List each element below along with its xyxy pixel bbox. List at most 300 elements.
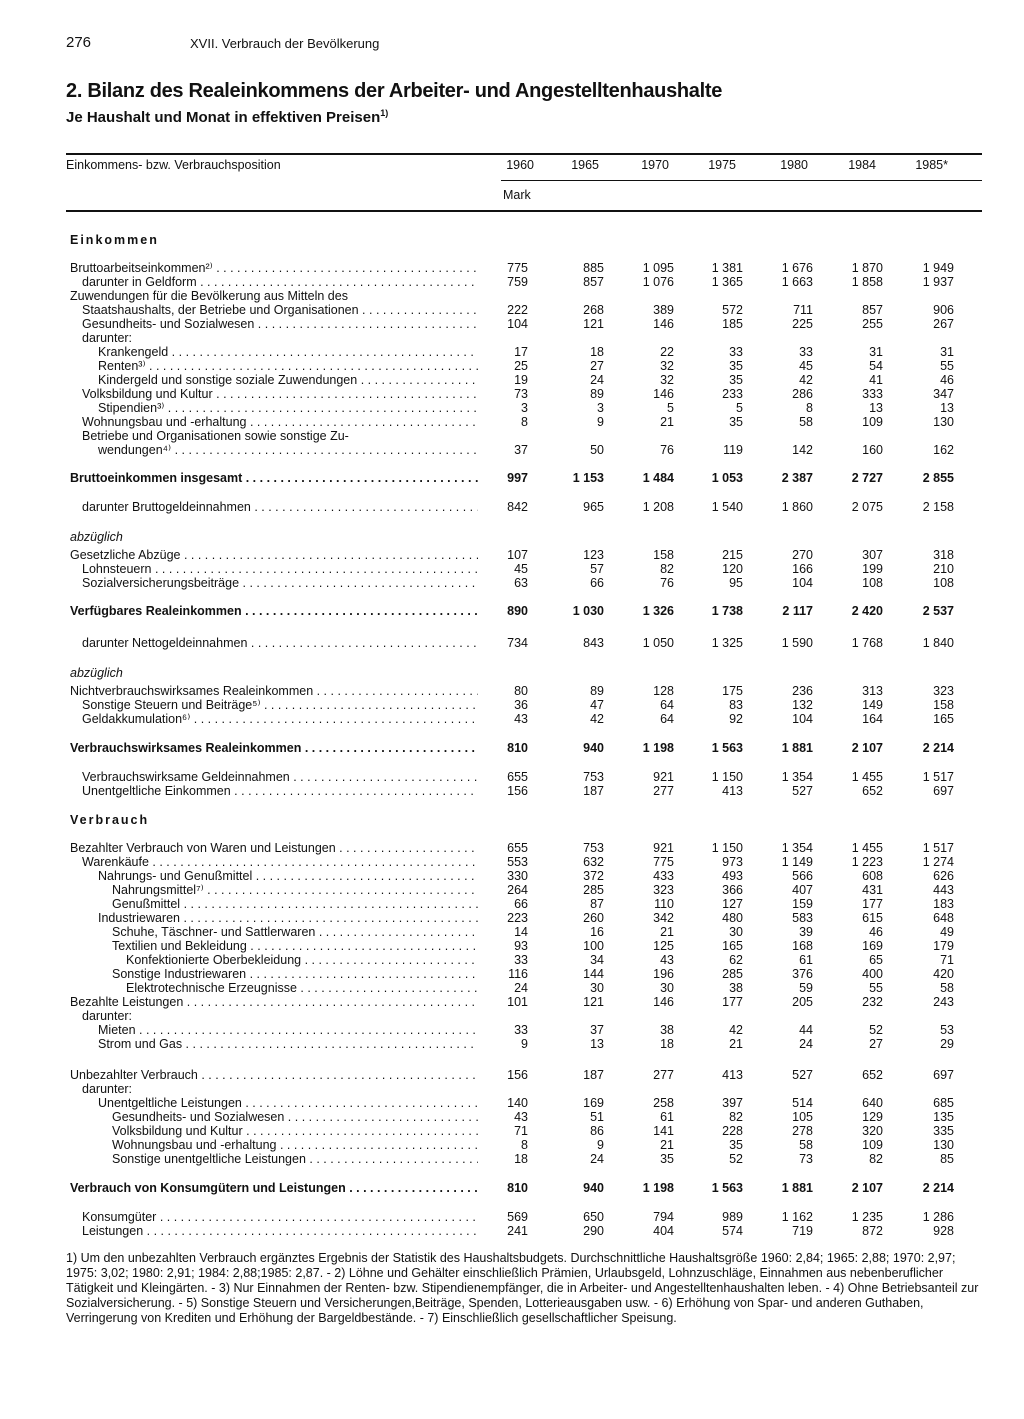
row-label: Volksbildung und Kultur . . . <box>112 1124 478 1138</box>
row-value: 51 <box>590 1110 604 1124</box>
table-row <box>0 841 1024 855</box>
row-value: 2 727 <box>851 471 883 485</box>
row-value: 1 076 <box>642 275 674 289</box>
row-label: Volksbildung und Kultur . . . <box>82 387 478 401</box>
row-value: 1 053 <box>711 471 743 485</box>
row-value: 626 <box>933 869 954 883</box>
row-value: 53 <box>940 1023 954 1037</box>
row-value: 1 162 <box>781 1210 813 1224</box>
row-value: 18 <box>590 345 604 359</box>
row-value: 16 <box>590 925 604 939</box>
row-value: 569 <box>507 1210 528 1224</box>
row-value: 335 <box>933 1124 954 1138</box>
row-value: 1 949 <box>922 261 954 275</box>
row-value: 318 <box>933 548 954 562</box>
row-value: 156 <box>507 1068 528 1082</box>
page-number: 276 <box>66 34 92 51</box>
row-label: Leistungen . . . <box>82 1224 478 1238</box>
row-value: 13 <box>590 1037 604 1051</box>
row-value: 857 <box>862 303 883 317</box>
row-value: 655 <box>507 841 528 855</box>
row-label: abzüglich <box>70 530 123 544</box>
row-value: 17 <box>514 345 528 359</box>
row-value: 632 <box>583 855 604 869</box>
row-value: 162 <box>933 443 954 457</box>
table-row <box>0 939 1024 953</box>
row-value: 85 <box>940 1152 954 1166</box>
row-value: 64 <box>660 712 674 726</box>
subtitle-text: Je Haushalt und Monat in effektiven Preisen <box>66 109 381 126</box>
row-value: 13 <box>940 401 954 415</box>
row-label: Textilien und Bekleidung . . . <box>112 939 478 953</box>
row-value: 38 <box>660 1023 674 1037</box>
table-row <box>0 1082 1024 1096</box>
row-value: 1 663 <box>781 275 813 289</box>
row-value: 110 <box>654 897 674 911</box>
row-value: 1 484 <box>642 471 674 485</box>
row-value: 38 <box>729 981 743 995</box>
row-value: 36 <box>514 698 528 712</box>
column-header-year: 1975 <box>708 158 736 172</box>
row-value: 775 <box>653 855 674 869</box>
row-value: 21 <box>660 1138 674 1152</box>
row-value: 24 <box>799 1037 813 1051</box>
row-value: 1 768 <box>851 636 883 650</box>
row-value: 59 <box>799 981 813 995</box>
row-value: 2 387 <box>781 471 813 485</box>
row-value: 243 <box>933 995 954 1009</box>
row-label: Verbrauchswirksame Geldeinnahmen . . . <box>82 770 478 784</box>
table-row <box>0 576 1024 590</box>
row-value: 35 <box>660 1152 674 1166</box>
row-value: 1 198 <box>642 741 674 755</box>
row-value: 652 <box>862 784 883 798</box>
row-value: 285 <box>722 967 743 981</box>
row-value: 35 <box>729 415 743 429</box>
row-label: abzüglich <box>70 666 123 680</box>
row-value: 1 050 <box>642 636 674 650</box>
row-value: 277 <box>653 1068 674 1082</box>
row-value: 196 <box>653 967 674 981</box>
row-value: 21 <box>660 925 674 939</box>
row-value: 3 <box>521 401 528 415</box>
row-label: Konsumgüter . . . <box>82 1210 478 1224</box>
row-value: 87 <box>590 897 604 911</box>
row-value: 63 <box>514 576 528 590</box>
table-row <box>0 869 1024 883</box>
row-value: 35 <box>729 359 743 373</box>
row-value: 95 <box>729 576 743 590</box>
row-value: 574 <box>722 1224 743 1238</box>
column-header-label: Einkommens- bzw. Verbrauchsposition <box>66 158 281 172</box>
row-value: 1 540 <box>711 500 743 514</box>
row-value: 753 <box>583 841 604 855</box>
row-value: 45 <box>799 359 813 373</box>
row-value: 55 <box>869 981 883 995</box>
row-value: 13 <box>869 401 883 415</box>
table-row <box>0 1138 1024 1152</box>
row-label: darunter Nettogeldeinnahmen . . . <box>82 636 478 650</box>
row-value: 46 <box>869 925 883 939</box>
row-value: 165 <box>722 939 743 953</box>
row-value: 92 <box>729 712 743 726</box>
row-value: 277 <box>653 784 674 798</box>
row-value: 376 <box>792 967 813 981</box>
row-value: 58 <box>940 981 954 995</box>
row-value: 27 <box>590 359 604 373</box>
row-value: 286 <box>792 387 813 401</box>
row-value: 109 <box>862 1138 883 1152</box>
row-value: 655 <box>507 770 528 784</box>
row-value: 86 <box>590 1124 604 1138</box>
row-value: 121 <box>583 995 604 1009</box>
row-value: 89 <box>590 684 604 698</box>
row-value: 205 <box>792 995 813 1009</box>
row-value: 21 <box>660 415 674 429</box>
row-value: 73 <box>514 387 528 401</box>
row-value: 24 <box>590 1152 604 1166</box>
row-value: 46 <box>940 373 954 387</box>
row-value: 135 <box>933 1110 954 1124</box>
row-value: 527 <box>792 784 813 798</box>
row-value: 1 235 <box>851 1210 883 1224</box>
row-value: 413 <box>722 1068 743 1082</box>
row-value: 119 <box>723 443 743 457</box>
row-value: 8 <box>806 401 813 415</box>
row-value: 514 <box>792 1096 813 1110</box>
row-value: 19 <box>514 373 528 387</box>
table-row <box>0 911 1024 925</box>
row-value: 2 537 <box>922 604 954 618</box>
row-value: 33 <box>514 1023 528 1037</box>
row-value: 258 <box>653 1096 674 1110</box>
row-value: 33 <box>799 345 813 359</box>
row-value: 158 <box>653 548 674 562</box>
row-value: 66 <box>514 897 528 911</box>
table-row <box>0 429 1024 443</box>
row-value: 1 354 <box>781 841 813 855</box>
row-value: 61 <box>799 953 813 967</box>
row-value: 775 <box>507 261 528 275</box>
row-value: 130 <box>933 1138 954 1152</box>
row-value: 753 <box>583 770 604 784</box>
column-header-year: 1970 <box>641 158 669 172</box>
row-label: Sozialversicherungsbeiträge . . . <box>82 576 478 590</box>
row-value: 697 <box>933 1068 954 1082</box>
row-value: 37 <box>514 443 528 457</box>
row-value: 83 <box>729 698 743 712</box>
table-title: 2. Bilanz des Realeinkommens der Arbeiter- und Angestelltenhaushalte <box>66 80 723 102</box>
row-value: 222 <box>507 303 528 317</box>
row-value: 372 <box>583 869 604 883</box>
row-value: 527 <box>792 1068 813 1082</box>
subheading-row <box>0 530 1024 544</box>
table-row <box>0 883 1024 897</box>
row-label: Unentgeltliche Leistungen . . . <box>98 1096 478 1110</box>
row-value: 73 <box>799 1152 813 1166</box>
row-label: Gesundheits- und Sozialwesen . . . <box>82 317 478 331</box>
row-label: Genußmittel . . . <box>112 897 478 911</box>
row-value: 1 095 <box>642 261 674 275</box>
table-row <box>0 712 1024 726</box>
row-value: 2 855 <box>922 471 954 485</box>
row-value: 80 <box>514 684 528 698</box>
row-value: 973 <box>722 855 743 869</box>
row-value: 413 <box>722 784 743 798</box>
row-value: 290 <box>583 1224 604 1238</box>
row-label: Nahrungsmittel⁷⁾ . . . <box>112 883 478 897</box>
row-value: 347 <box>933 387 954 401</box>
row-value: 1 208 <box>642 500 674 514</box>
table-row <box>0 1009 1024 1023</box>
row-value: 31 <box>869 345 883 359</box>
row-value: 1 381 <box>711 261 743 275</box>
table-row <box>0 443 1024 457</box>
row-value: 420 <box>933 967 954 981</box>
row-value: 43 <box>514 1110 528 1124</box>
table-row <box>0 548 1024 562</box>
row-value: 583 <box>792 911 813 925</box>
row-label: Lohnsteuern . . . <box>82 562 478 576</box>
table-row <box>0 855 1024 869</box>
row-value: 810 <box>507 1181 528 1195</box>
row-value: 890 <box>507 604 528 618</box>
row-value: 1 937 <box>922 275 954 289</box>
row-value: 185 <box>722 317 743 331</box>
row-value: 18 <box>514 1152 528 1166</box>
row-value: 1 150 <box>711 770 743 784</box>
row-value: 1 870 <box>851 261 883 275</box>
row-value: 9 <box>521 1037 528 1051</box>
row-value: 39 <box>799 925 813 939</box>
chapter-title: XVII. Verbrauch der Bevölkerung <box>190 36 380 51</box>
section-heading-row <box>0 233 1024 247</box>
row-value: 1 881 <box>781 741 813 755</box>
row-value: 215 <box>722 548 743 562</box>
row-value: 61 <box>660 1110 674 1124</box>
row-value: 330 <box>507 869 528 883</box>
row-value: 921 <box>653 841 674 855</box>
column-header-year: 1960 <box>506 158 534 172</box>
row-value: 228 <box>722 1124 743 1138</box>
row-value: 21 <box>729 1037 743 1051</box>
row-value: 44 <box>799 1023 813 1037</box>
row-value: 843 <box>583 636 604 650</box>
row-value: 14 <box>514 925 528 939</box>
table-row <box>0 1224 1024 1238</box>
row-value: 43 <box>514 712 528 726</box>
table-row <box>0 289 1024 303</box>
row-value: 30 <box>590 981 604 995</box>
table-row <box>0 387 1024 401</box>
row-value: 400 <box>862 967 883 981</box>
row-value: 158 <box>933 698 954 712</box>
row-value: 794 <box>653 1210 674 1224</box>
row-value: 142 <box>792 443 813 457</box>
row-value: 8 <box>521 1138 528 1152</box>
row-value: 553 <box>507 855 528 869</box>
row-value: 18 <box>660 1037 674 1051</box>
row-value: 1 676 <box>781 261 813 275</box>
row-value: 50 <box>590 443 604 457</box>
row-value: 1 563 <box>711 1181 743 1195</box>
table-row <box>0 275 1024 289</box>
table-row <box>0 261 1024 275</box>
row-value: 652 <box>862 1068 883 1082</box>
row-label: Verbrauchswirksames Realeinkommen . . . <box>70 741 478 755</box>
row-value: 55 <box>940 359 954 373</box>
row-value: 100 <box>583 939 604 953</box>
column-header-year: 1980 <box>780 158 808 172</box>
table-row <box>0 1124 1024 1138</box>
table-row <box>0 1037 1024 1051</box>
row-value: 323 <box>933 684 954 698</box>
row-value: 236 <box>792 684 813 698</box>
row-value: 566 <box>792 869 813 883</box>
row-label: Bezahlte Leistungen . . . <box>70 995 478 1009</box>
table-row <box>0 303 1024 317</box>
table-row <box>0 741 1024 755</box>
row-value: 45 <box>514 562 528 576</box>
row-value: 187 <box>583 784 604 798</box>
row-value: 1 198 <box>642 1181 674 1195</box>
row-value: 241 <box>507 1224 528 1238</box>
row-label: Staatshaushalts, der Betriebe und Organisationen . . . <box>82 303 478 317</box>
row-value: 940 <box>583 741 604 755</box>
row-value: 71 <box>514 1124 528 1138</box>
row-label: Verbrauch <box>70 813 150 827</box>
row-value: 225 <box>792 317 813 331</box>
row-value: 27 <box>869 1037 883 1051</box>
row-value: 199 <box>862 562 883 576</box>
table-row <box>0 317 1024 331</box>
row-value: 144 <box>583 967 604 981</box>
row-value: 29 <box>940 1037 954 1051</box>
row-value: 32 <box>660 359 674 373</box>
row-label: Gesetzliche Abzüge . . . <box>70 548 478 562</box>
row-value: 47 <box>590 698 604 712</box>
row-value: 1 365 <box>711 275 743 289</box>
row-value: 223 <box>507 911 528 925</box>
row-value: 1 455 <box>851 841 883 855</box>
row-value: 685 <box>933 1096 954 1110</box>
row-value: 175 <box>722 684 743 698</box>
row-value: 2 420 <box>851 604 883 618</box>
row-label: Wohnungsbau und -erhaltung . . . <box>82 415 478 429</box>
row-label: Renten³⁾ . . . <box>98 359 478 373</box>
table-row <box>0 1210 1024 1224</box>
footnotes: 1) Um den unbezahlten Verbrauch ergänztes Ergebnis der Statistik des Haushaltsbudgets. Durchschnittliche Haushaltsgröße 1960: 2,84; 1965: 2,88; 1970: 2,97; 1975: 3,02; 1980: 2,91; 1984: 2,88;1985: 2,87. - 2) Löhne und Gehälter einschließlich Prämien, Urlaubsgeld, Lohnzuschläge, Einnahmen aus nebenberuflicher Tätigkeit und Kleingärten. - 3) Nur Einnahmen der Renten- bzw. Stipendienempfänger, die in Arbeiter- und Angestelltenhaushalten leben. - 4) Ohne Betriebsanteil zur Sozialversicherung. - 5) Sonstige Steuern und Versicherungen,Beiträge, Spenden, Lotterieausgaben usw. - 6) Erhöhung von Spar- und anderen Guthaben, Verringerung von Krediten und Erhöhung der Bargeldbestände. - 7) Einschließlich gesellschaftlicher Speisung. <box>66 1251 979 1325</box>
table-row <box>0 604 1024 618</box>
row-value: 232 <box>862 995 883 1009</box>
row-label: darunter: <box>82 331 133 345</box>
row-value: 342 <box>653 911 674 925</box>
row-value: 719 <box>792 1224 813 1238</box>
row-value: 54 <box>869 359 883 373</box>
row-label: Bruttoeinkommen insgesamt . . . <box>70 471 478 485</box>
row-value: 5 <box>736 401 743 415</box>
row-label: Schuhe, Täschner- und Sattlerwaren . . . <box>112 925 478 939</box>
row-value: 25 <box>514 359 528 373</box>
row-value: 9 <box>597 1138 604 1152</box>
table-row <box>0 1068 1024 1082</box>
row-value: 842 <box>507 500 528 514</box>
row-value: 58 <box>799 415 813 429</box>
row-value: 267 <box>933 317 954 331</box>
row-value: 129 <box>862 1110 883 1124</box>
table-row <box>0 1096 1024 1110</box>
row-value: 233 <box>722 387 743 401</box>
row-label: Gesundheits- und Sozialwesen . . . <box>112 1110 478 1124</box>
row-value: 149 <box>862 698 883 712</box>
row-value: 2 075 <box>851 500 883 514</box>
row-value: 24 <box>514 981 528 995</box>
table-row <box>0 925 1024 939</box>
row-value: 285 <box>583 883 604 897</box>
row-value: 57 <box>590 562 604 576</box>
table-row <box>0 345 1024 359</box>
row-value: 166 <box>792 562 813 576</box>
row-label: Zuwendungen für die Bevölkerung aus Mitteln des <box>70 289 348 303</box>
row-value: 268 <box>583 303 604 317</box>
row-value: 132 <box>792 698 813 712</box>
row-label: Strom und Gas . . . <box>98 1037 478 1051</box>
row-value: 1 326 <box>642 604 674 618</box>
unit-label: Mark <box>503 188 531 202</box>
row-value: 1 590 <box>781 636 813 650</box>
row-value: 76 <box>660 576 674 590</box>
row-value: 1 860 <box>781 500 813 514</box>
row-value: 52 <box>729 1152 743 1166</box>
row-value: 35 <box>729 1138 743 1152</box>
row-value: 71 <box>940 953 954 967</box>
row-label: darunter: <box>82 1082 133 1096</box>
row-value: 8 <box>521 415 528 429</box>
row-value: 1 858 <box>851 275 883 289</box>
row-value: 366 <box>722 883 743 897</box>
row-value: 169 <box>583 1096 604 1110</box>
row-value: 109 <box>862 415 883 429</box>
row-value: 141 <box>653 1124 674 1138</box>
row-value: 42 <box>799 373 813 387</box>
row-value: 130 <box>933 415 954 429</box>
table-row <box>0 770 1024 784</box>
row-value: 278 <box>792 1124 813 1138</box>
row-value: 108 <box>933 576 954 590</box>
row-value: 1 286 <box>922 1210 954 1224</box>
row-value: 127 <box>722 897 743 911</box>
row-value: 940 <box>583 1181 604 1195</box>
row-value: 1 354 <box>781 770 813 784</box>
row-value: 404 <box>653 1224 674 1238</box>
table-row <box>0 331 1024 345</box>
row-value: 183 <box>933 897 954 911</box>
row-value: 255 <box>862 317 883 331</box>
row-value: 93 <box>514 939 528 953</box>
row-value: 9 <box>597 415 604 429</box>
row-value: 407 <box>792 883 813 897</box>
row-value: 169 <box>862 939 883 953</box>
row-value: 431 <box>862 883 883 897</box>
row-value: 3 <box>597 401 604 415</box>
row-label: Unbezahlter Verbrauch . . . <box>70 1068 478 1082</box>
row-value: 62 <box>729 953 743 967</box>
row-value: 2 117 <box>782 604 813 618</box>
row-label: Stipendien³⁾ . . . <box>98 401 478 415</box>
row-label: darunter: <box>82 1009 133 1023</box>
table-row <box>0 359 1024 373</box>
row-value: 116 <box>508 967 528 981</box>
